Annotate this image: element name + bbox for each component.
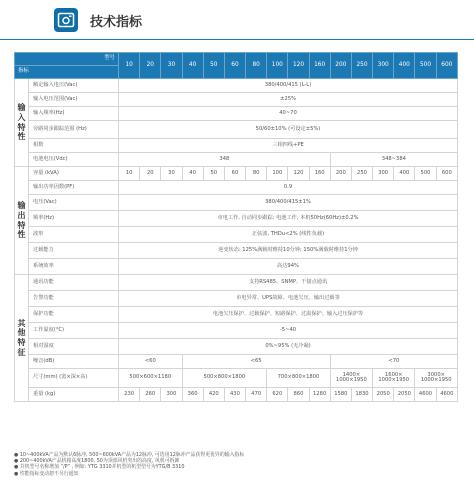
weight-cell: 230 — [119, 388, 140, 402]
row-label: 工作温度(°C) — [29, 323, 119, 339]
footnote: ● 10~400kVA产品为默认6脉冲, 500~600kVA产品为12脉冲, 可选用12脉冲产品获得更优异的输入指标 — [14, 452, 245, 458]
weight-cell: 430 — [224, 388, 245, 402]
table-row — [15, 388, 458, 402]
table-row — [15, 181, 458, 195]
capacity-cell: 30 — [161, 167, 182, 181]
footnote: ● 200~400kVA产品机箱高度1800, 50为顶部风机突出的高度, 风机可拆卸 — [14, 458, 180, 465]
model-cell: 10 — [119, 53, 140, 79]
table-row — [15, 323, 458, 339]
header-index-label: 指标 — [15, 66, 119, 79]
model-cell: 200 — [330, 53, 351, 79]
row-value: 电池欠压保护、过载保护、短路保护、过温保护、输入过压保护等 — [119, 307, 458, 323]
image-spec-icon — [54, 8, 78, 32]
table-row — [15, 93, 458, 107]
row-label: 额定输入电压(Vac) — [29, 79, 119, 93]
weight-cell: 2050 — [394, 388, 415, 402]
row-value: 40~70 — [119, 107, 458, 121]
row-value: 三相四线+PE — [119, 139, 458, 153]
row-value: 高达94% — [119, 259, 458, 275]
model-cell: 40 — [182, 53, 203, 79]
weight-cell: 360 — [182, 388, 203, 402]
header-model-label: 型号 — [15, 53, 119, 66]
capacity-cell: 300 — [373, 167, 394, 181]
model-cell: 80 — [246, 53, 267, 79]
footnote: ● 性能指标变动恕不另行通知 — [14, 470, 79, 477]
table-row — [15, 307, 458, 323]
capacity-cell: 50 — [203, 167, 224, 181]
capacity-cell: 60 — [224, 167, 245, 181]
capacity-cell: 160 — [309, 167, 330, 181]
table-row — [15, 339, 458, 355]
weight-cell: 1580 — [330, 388, 351, 402]
noise-cell: <70 — [330, 355, 457, 369]
row-label: 电压(Vac) — [29, 195, 119, 211]
group-other-label: 其他特征 — [15, 275, 29, 402]
row-label: 通讯功能 — [29, 275, 119, 291]
model-cell: 250 — [351, 53, 372, 79]
row-label: 过载能力 — [29, 243, 119, 259]
row-value: 市电异常、UPS故障、电池欠压、输出过载等 — [119, 291, 458, 307]
row-label: 尺寸(mm) (宽×深×高) — [29, 369, 119, 388]
row-value: -5~40 — [119, 323, 458, 339]
model-cell: 120 — [288, 53, 309, 79]
footnote: ● 并机型号名称增加 “/P” , 例如: YTG 3310并机型的机型型号为YTG/B 3310 — [14, 464, 185, 471]
model-cell: 30 — [161, 53, 182, 79]
table-row — [15, 195, 458, 211]
row-label: 保护功能 — [29, 307, 119, 323]
weight-cell: 420 — [203, 388, 224, 402]
capacity-cell: 400 — [394, 167, 415, 181]
table-row — [15, 275, 458, 291]
capacity-cell: 20 — [140, 167, 161, 181]
row-value: 380/400/415±1% — [119, 195, 458, 211]
size-cell: 1600× 1000×1950 — [373, 369, 415, 388]
row-value: ±25% — [119, 93, 458, 107]
table-row — [15, 167, 458, 181]
row-value: 380/400/415 (L-L) — [119, 79, 458, 93]
weight-cell: 860 — [288, 388, 309, 402]
model-cell: 100 — [267, 53, 288, 79]
row-value: 0%~95% (无冷凝) — [119, 339, 458, 355]
model-cell: 300 — [373, 53, 394, 79]
row-label: 旁路同步跟踪范围 (Hz) — [29, 121, 119, 139]
model-cell: 160 — [309, 53, 330, 79]
capacity-cell: 100 — [267, 167, 288, 181]
weight-cell: 260 — [140, 388, 161, 402]
table-row — [15, 121, 458, 139]
group-input-label: 输入特性 — [15, 79, 29, 167]
row-value: 支持RS485、SNMP、干接点通讯 — [119, 275, 458, 291]
weight-cell: 620 — [267, 388, 288, 402]
weight-cell: 1830 — [351, 388, 372, 402]
table-row — [15, 291, 458, 307]
capacity-cell: 120 — [288, 167, 309, 181]
row-label: 输出功率因数(PF) — [29, 181, 119, 195]
model-cell: 20 — [140, 53, 161, 79]
row-label: 告警功能 — [29, 291, 119, 307]
size-cell: 3000× 1000×1950 — [415, 369, 458, 388]
table-row — [15, 259, 458, 275]
weight-cell: 470 — [246, 388, 267, 402]
weight-cell: 300 — [161, 388, 182, 402]
row-value: 50/60±10% (可设定±5%) — [119, 121, 458, 139]
table-row — [15, 369, 458, 388]
weight-cell: 4600 — [436, 388, 457, 402]
capacity-cell: 10 — [119, 167, 140, 181]
capacity-cell: 200 — [330, 167, 351, 181]
weight-cell: 1280 — [309, 388, 330, 402]
row-label: 容量 (kVA) — [29, 167, 119, 181]
capacity-cell: 500 — [415, 167, 436, 181]
row-label: 频率(Hz) — [29, 211, 119, 227]
row-value: 0.9 — [119, 181, 458, 195]
row-label: 噪音(dB) — [29, 355, 119, 369]
model-cell: 400 — [394, 53, 415, 79]
weight-cell: 4600 — [415, 388, 436, 402]
table-row — [15, 107, 458, 121]
weight-cell: 2050 — [373, 388, 394, 402]
table-row — [15, 211, 458, 227]
noise-cell: <60 — [119, 355, 183, 369]
row-value: 市电工作, 自动同步跟踪; 电池工作, 本机50Hz(60Hz)±0.2% — [119, 211, 458, 227]
spec-table — [14, 52, 458, 402]
size-cell: 1400× 1000×1950 — [330, 369, 372, 388]
table-header-row — [15, 53, 458, 66]
row-label: 重量 (kg) — [29, 388, 119, 402]
model-cell: 600 — [436, 53, 457, 79]
capacity-cell: 250 — [351, 167, 372, 181]
model-cell: 60 — [224, 53, 245, 79]
size-cell: 700×800×1800 — [267, 369, 331, 388]
row-label: 电池电压(Vdc) — [29, 153, 119, 167]
row-label: 相对湿度 — [29, 339, 119, 355]
table-row — [15, 227, 458, 243]
group-output-label: 输出特性 — [15, 167, 29, 275]
row-label: 系统效率 — [29, 259, 119, 275]
model-cell: 500 — [415, 53, 436, 79]
row-label: 输入电压范围(Vac) — [29, 93, 119, 107]
table-row — [15, 139, 458, 153]
size-cell: 500×800×1800 — [182, 369, 267, 388]
page-title: 技术指标 — [90, 15, 143, 30]
row-value: 逆变状态: 125%满载时维持10分钟; 150%满载时维持1分钟 — [119, 243, 458, 259]
row-label: 相数 — [29, 139, 119, 153]
capacity-cell: 80 — [246, 167, 267, 181]
table-row — [15, 79, 458, 93]
table-row — [15, 153, 458, 167]
table-row — [15, 243, 458, 259]
row-label: 输入频率(Hz) — [29, 107, 119, 121]
row-value: 348 — [119, 153, 331, 167]
size-cell: 500×600×1180 — [119, 369, 183, 388]
page-header — [0, 0, 474, 44]
table-row — [15, 355, 458, 369]
footnotes — [14, 452, 458, 477]
model-cell: 50 — [203, 53, 224, 79]
header-divider — [0, 39, 474, 40]
row-value: 正弦波, THDu<2% (线性负载) — [119, 227, 458, 243]
row-label: 波形 — [29, 227, 119, 243]
capacity-cell: 600 — [436, 167, 457, 181]
noise-cell: <65 — [182, 355, 330, 369]
row-value: 348~384 — [330, 153, 457, 167]
capacity-cell: 40 — [182, 167, 203, 181]
